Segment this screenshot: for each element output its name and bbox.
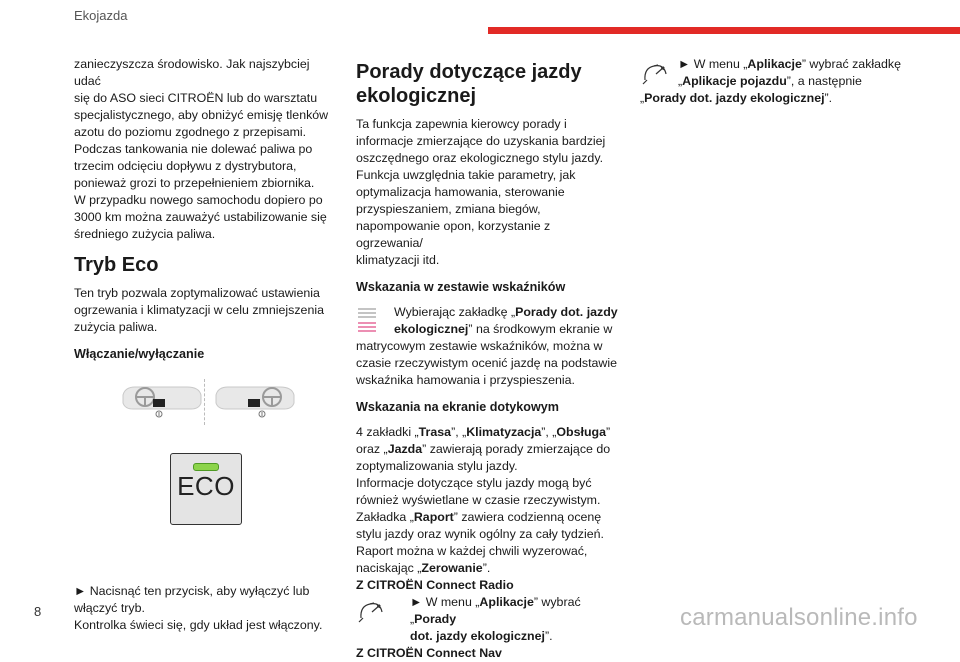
tab-name: Raport [413, 510, 454, 524]
eco-indicator-led [193, 463, 219, 471]
title-line: ekologicznej [356, 85, 477, 107]
text-line: Ten tryb pozwala zoptymalizować ustawienia [74, 286, 320, 300]
page-number: 8 [34, 604, 42, 619]
text-line: Podczas tankowania nie dolewać paliwa po [74, 142, 313, 156]
text-fragment: ”, „ [541, 425, 557, 439]
text-line: zużycia paliwa. [74, 320, 158, 334]
text-line: W przypadku nowego samochodu dopiero po [74, 193, 323, 207]
text-fragment: oraz „ [356, 442, 388, 456]
nav-instruction [640, 56, 908, 107]
text-line: napompowanie opon, korzystanie z ogrzewania/ [356, 219, 551, 250]
text-fragment: ”. [544, 629, 553, 643]
text-line: informacje zmierzające do uzyskania bardziej [356, 134, 606, 148]
title-line: Porady dotyczące jazdy [356, 61, 582, 83]
text-line: się do ASO sieci CITROËN lub do warsztatu [74, 91, 318, 105]
text-line: azotu do poziomu zgodnego z przepisami. [74, 125, 307, 139]
tab-name: Porady dot. jazdy [515, 305, 618, 319]
header-accent-bar [488, 27, 960, 34]
text-line: włączyć tryb. [74, 601, 145, 615]
eco-driving-title [356, 60, 618, 108]
text-line: ► Nacisnąć ten przycisk, aby wyłączyć lub [74, 584, 310, 598]
text-line: specjalistycznego, aby obniżyć emisję tlenków [74, 108, 329, 122]
tab-name: Trasa [418, 425, 452, 439]
intro-paragraph [74, 56, 336, 243]
touchscreen-paragraph [356, 424, 618, 577]
eco-button-label: ECO [177, 471, 235, 501]
text-line: oszczędnego oraz ekologicznego stylu jazdy. [356, 151, 604, 165]
text-line: Kontrolka świeci się, gdy układ jest włączony. [74, 618, 323, 632]
menu-name: Aplikacje [747, 57, 802, 71]
button-name: Zerowanie [421, 561, 483, 575]
tab-name: dot. jazdy ekologicznej [410, 629, 545, 643]
onoff-title: Włączanie/wyłączanie [74, 347, 205, 361]
touch-gesture-icon [358, 598, 386, 624]
tab-name: Klimatyzacja [466, 425, 542, 439]
text-fragment: „ [678, 74, 683, 88]
text-fragment: „ [640, 91, 645, 105]
text-line: Informacje dotyczące stylu jazdy mogą być [356, 476, 592, 490]
column-2 [356, 56, 618, 662]
cluster-title: Wskazania w zestawie wskaźników [356, 280, 566, 294]
tab-name: Aplikacje pojazdu [682, 74, 787, 88]
text-fragment: naciskając „ [356, 561, 422, 575]
text-fragment: ” wybrać zakładkę [801, 57, 902, 71]
text-fragment: 4 zakładki „ [356, 425, 419, 439]
text-line: ponieważ grozi to przepełnieniem zbiornika. [74, 176, 315, 190]
text-line: ogrzewania i klimatyzacji w celu zmniejszenia [74, 303, 324, 317]
text-line: Ta funkcja zapewnia kierowcy porady i [356, 117, 567, 131]
section-label: Ekojazda [74, 8, 128, 23]
touch-gesture-icon [642, 60, 670, 86]
text-line: średniego zużycia paliwa. [74, 227, 216, 241]
radio-instruction [356, 594, 618, 645]
text-line: czasie rzeczywistym ocenić jazdę na podstawie [356, 356, 618, 370]
column-1 [74, 56, 336, 634]
steering-wheel-right-icon [214, 381, 296, 421]
tab-name: ekologicznej [394, 322, 469, 336]
text-fragment: ► W menu „ [410, 595, 480, 609]
text-line: również wyświetlane w czasie rzeczywistym. [356, 493, 601, 507]
nav-title: Z CITROËN Connect Nav [356, 646, 502, 660]
text-line: klimatyzacji itd. [356, 253, 440, 267]
text-fragment: ”. [482, 561, 491, 575]
page-header [0, 0, 960, 40]
text-fragment: ”, a następnie [786, 74, 862, 88]
text-line: trzecim odcięciu dopływu z dystrybutora, [74, 159, 297, 173]
text-fragment: ”. [824, 91, 833, 105]
cluster-display-icon [356, 306, 378, 336]
text-line: 3000 km można zauważyć ustabilizowanie się [74, 210, 327, 224]
steering-wheel-left-icon [121, 381, 203, 421]
text-line: stylu jazdy oraz wynik ogólny za cały tydzień. [356, 527, 604, 541]
watermark: carmanualsonline.info [680, 604, 918, 631]
tab-name: Porady [414, 612, 457, 626]
text-line: Raport można w każdej chwili wyzerować, [356, 544, 588, 558]
eco-figure [74, 371, 336, 591]
text-line: zanieczyszcza środowisko. Jak najszybciej udać [74, 57, 310, 88]
text-line: optymalizacja hamowania, sterowanie [356, 185, 565, 199]
text-line: zoptymalizowania stylu jazdy. [356, 459, 518, 473]
text-fragment: ► W menu „ [678, 57, 748, 71]
text-line: matrycowym zestawie wskaźników, można w [356, 339, 603, 353]
tab-name: Jazda [387, 442, 423, 456]
eco-mode-title: Tryb Eco [74, 254, 159, 276]
eco-driving-intro [356, 116, 618, 269]
text-fragment: Wybierając zakładkę „ [394, 305, 516, 319]
text-line: przyspieszaniem, zmiana biegów, [356, 202, 541, 216]
text-fragment: Zakładka „ [356, 510, 414, 524]
menu-name: Aplikacje [479, 595, 534, 609]
figure-divider [204, 379, 205, 425]
text-line: wskaźnika hamowania i przyspieszenia. [356, 373, 576, 387]
eco-description [74, 285, 336, 336]
text-fragment: ” zawierają porady zmierzające do [422, 442, 611, 456]
text-fragment: ” wybrać „ [410, 595, 581, 626]
text-fragment: ” na środkowym ekranie w [468, 322, 613, 336]
touchscreen-title: Wskazania na ekranie dotykowym [356, 400, 559, 414]
radio-title: Z CITROËN Connect Radio [356, 578, 514, 592]
text-fragment: ” [606, 425, 611, 439]
tab-name: Obsługa [556, 425, 606, 439]
cluster-paragraph [356, 304, 618, 389]
text-fragment: ” zawiera codzienną ocenę [453, 510, 602, 524]
column-3 [640, 56, 908, 107]
tab-name: Porady dot. jazdy ekologicznej [644, 91, 825, 105]
eco-button [170, 453, 242, 525]
text-line: Funkcja uwzględnia takie parametry, jak [356, 168, 576, 182]
text-fragment: ”, „ [451, 425, 467, 439]
